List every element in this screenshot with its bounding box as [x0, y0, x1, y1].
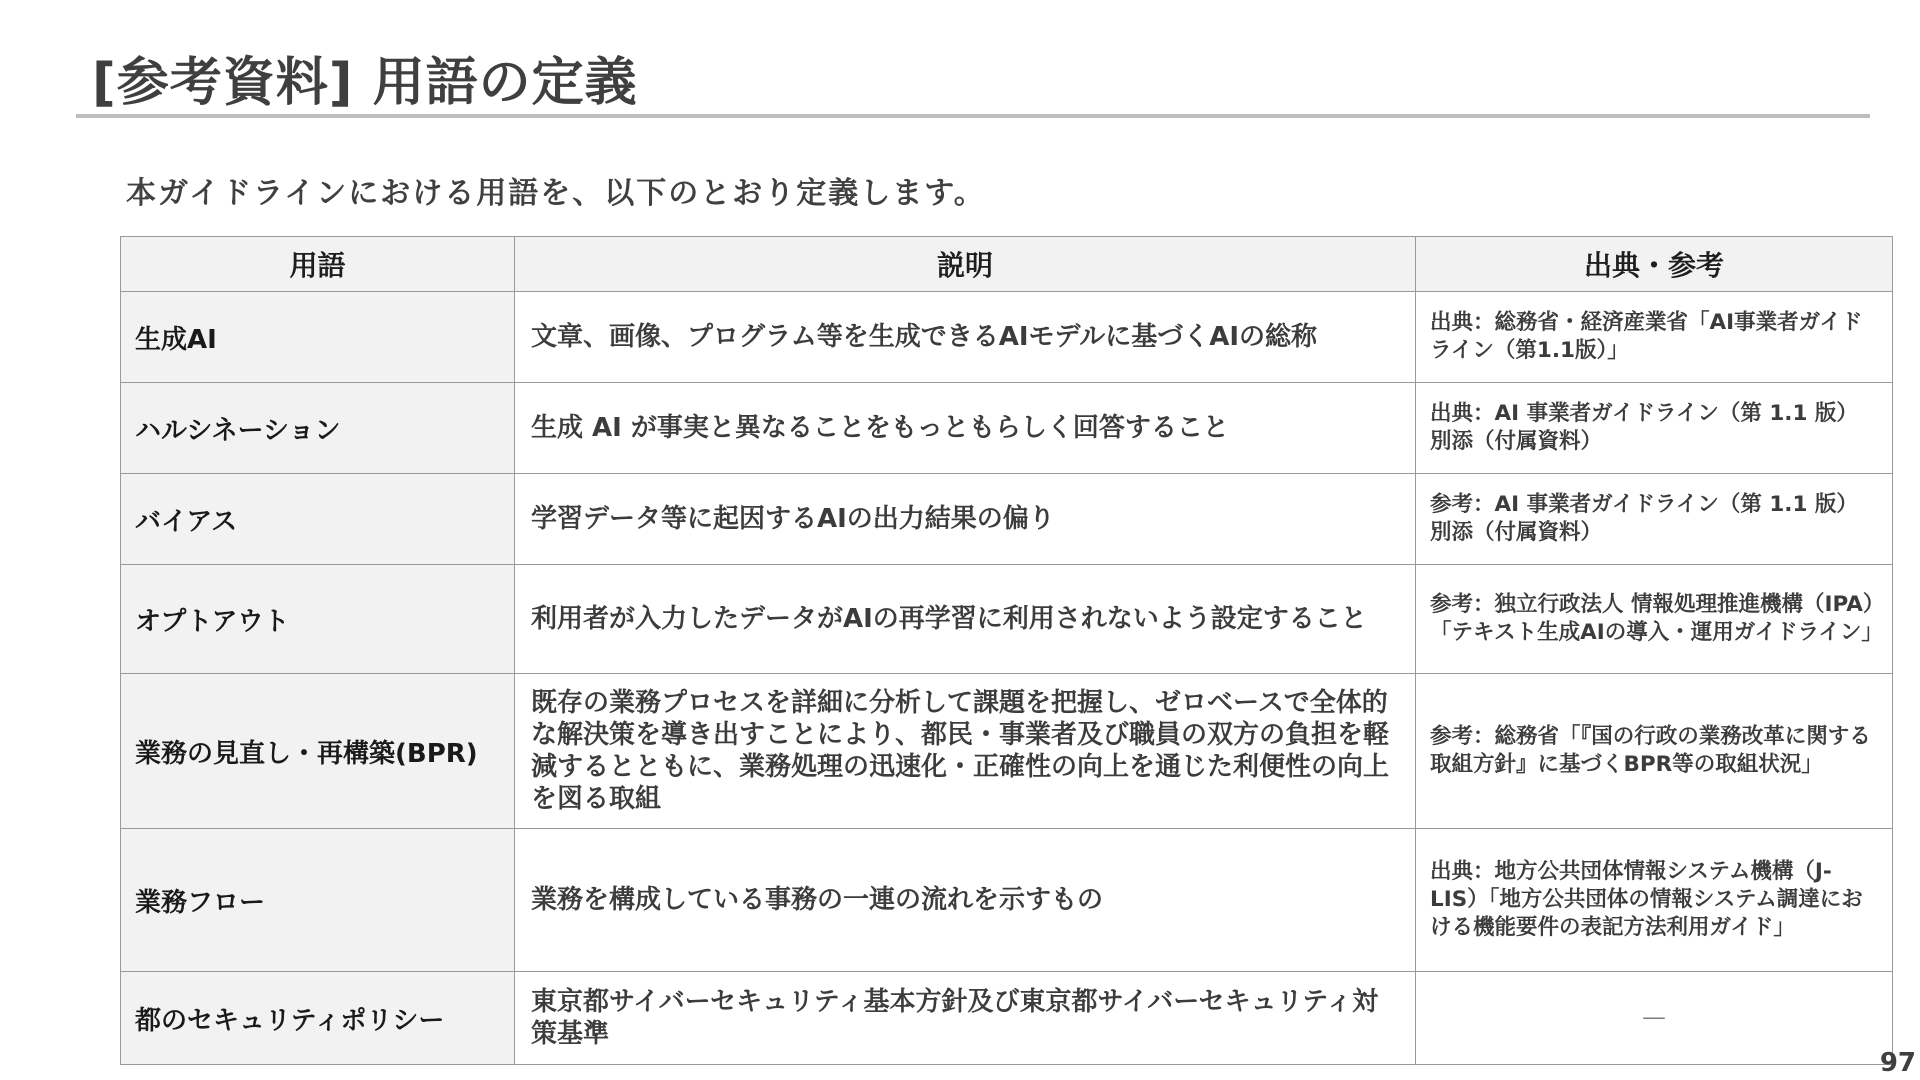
header-description: 説明: [515, 237, 1416, 292]
description-cell: 利用者が入力したデータがAIの再学習に利用されないよう設定すること: [515, 565, 1416, 674]
source-cell: 参考：AI 事業者ガイドライン（第 1.1 版）別添（付属資料）: [1416, 474, 1893, 565]
table-row: [121, 565, 1893, 674]
table-row: [121, 292, 1893, 383]
term-cell: 業務フロー: [121, 829, 515, 972]
term-cell: オプトアウト: [121, 565, 515, 674]
table-row: [121, 474, 1893, 565]
source-cell: ―: [1416, 972, 1893, 1065]
source-cell: 出典：地方公共団体情報システム機構（J-LIS）「地方公共団体の情報システム調達における機能要件の表記方法利用ガイド」: [1416, 829, 1893, 972]
intro-text: 本ガイドラインにおける用語を、以下のとおり定義します。: [126, 176, 986, 211]
table-row: [121, 674, 1893, 829]
source-cell: 参考：独立行政法人 情報処理推進機構（IPA）「テキスト生成AIの導入・運用ガイドライン」: [1416, 565, 1893, 674]
description-cell: 文章、画像、プログラム等を生成できるAIモデルに基づくAIの総称: [515, 292, 1416, 383]
table-row: [121, 829, 1893, 972]
page-number: 97: [1879, 1048, 1916, 1078]
term-cell: バイアス: [121, 474, 515, 565]
table-header-row: [121, 237, 1893, 292]
description-cell: 学習データ等に起因するAIの出力結果の偏り: [515, 474, 1416, 565]
description-cell: 既存の業務プロセスを詳細に分析して課題を把握し、ゼロベースで全体的な解決策を導き出すことにより、都民・事業者及び職員の双方の負担を軽減するとともに、業務処理の迅速化・正確性の向上を通じた利便性の向上を図る取組: [515, 674, 1416, 829]
source-cell: 参考：総務省「『国の行政の業務改革に関する取組方針』に基づくBPR等の取組状況」: [1416, 674, 1893, 829]
source-cell: 出典：AI 事業者ガイドライン（第 1.1 版）別添（付属資料）: [1416, 383, 1893, 474]
title-divider: [76, 114, 1870, 118]
term-cell: 都のセキュリティポリシー: [121, 972, 515, 1065]
table-row: [121, 972, 1893, 1065]
term-cell: ハルシネーション: [121, 383, 515, 474]
description-cell: 業務を構成している事務の一連の流れを示すもの: [515, 829, 1416, 972]
header-source: 出典・参考: [1416, 237, 1893, 292]
description-cell: 東京都サイバーセキュリティ基本方針及び東京都サイバーセキュリティ対策基準: [515, 972, 1416, 1065]
terms-table: [120, 236, 1893, 1065]
header-term: 用語: [121, 237, 515, 292]
term-cell: 業務の見直し・再構築(BPR): [121, 674, 515, 829]
term-cell: 生成AI: [121, 292, 515, 383]
page-title: [参考資料] 用語の定義: [92, 53, 638, 113]
table-row: [121, 383, 1893, 474]
description-cell: 生成 AI が事実と異なることをもっともらしく回答すること: [515, 383, 1416, 474]
source-cell: 出典：総務省・経済産業省「AI事業者ガイドライン（第1.1版）」: [1416, 292, 1893, 383]
